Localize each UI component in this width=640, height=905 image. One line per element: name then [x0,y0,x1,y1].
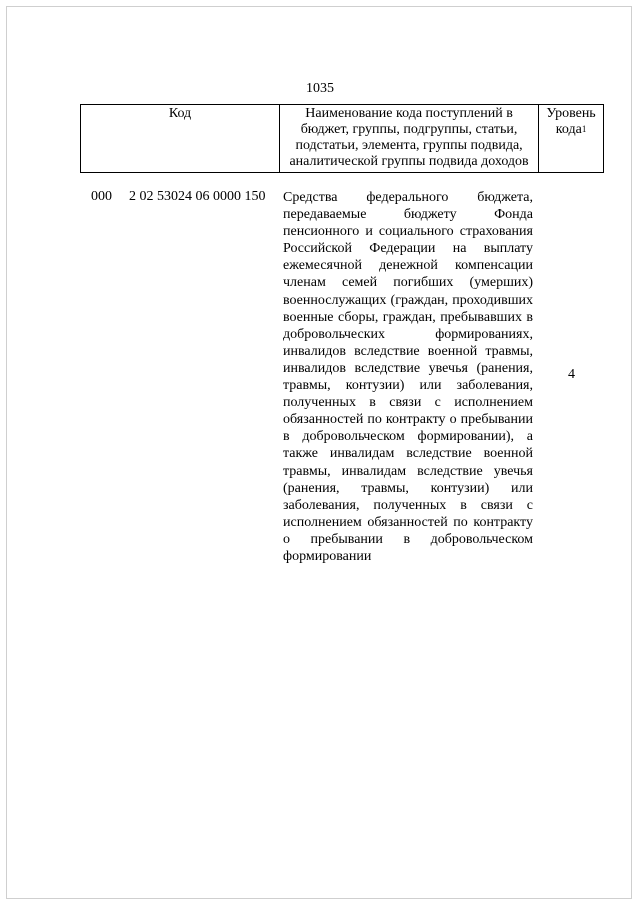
header-level: Уровень кода [546,106,596,137]
header-level-cell [539,105,604,173]
table-header [80,104,604,173]
row-name: Средства федерального бюджета, передаваемые бюджету Фонда пенсионного и социального страхования Российской Федерации на выплату ежемесячной денежной компенсации членам семей погибших (умерших) военнослужащих (граждан, проходивших военные сборы, граждан, пребывавших в добровольческих формированиях, инвалидов вследствие военной травмы, инвалидов вследствие увечья (ранения, травмы, контузии) или заболевания, полученных в связи с исполнением обязанностей по контракту о пребывании в добровольческом формировании), а также инвалидам вследствие военной травмы, инвалидам вследствие увечья (ранения, травмы, контузии) или заболевания, полученных в связи с исполнением обязанностей по контракту о пребывании в добровольческом формировании [283,190,533,564]
page-number: 1035 [306,81,334,96]
header-level-footnote: 1 [581,124,587,134]
row-level: 4 [568,367,575,382]
header-code: Код [81,105,280,173]
table-header-row [81,105,604,173]
row-admin-code: 000 [91,189,112,204]
row-income-code: 2 02 53024 06 0000 150 [129,189,266,204]
header-name: Наименование кода поступлений в бюджет, группы, подгруппы, статьи, подстатьи, элемента, группы подвида, аналитической группы подвида доходов [280,105,539,173]
